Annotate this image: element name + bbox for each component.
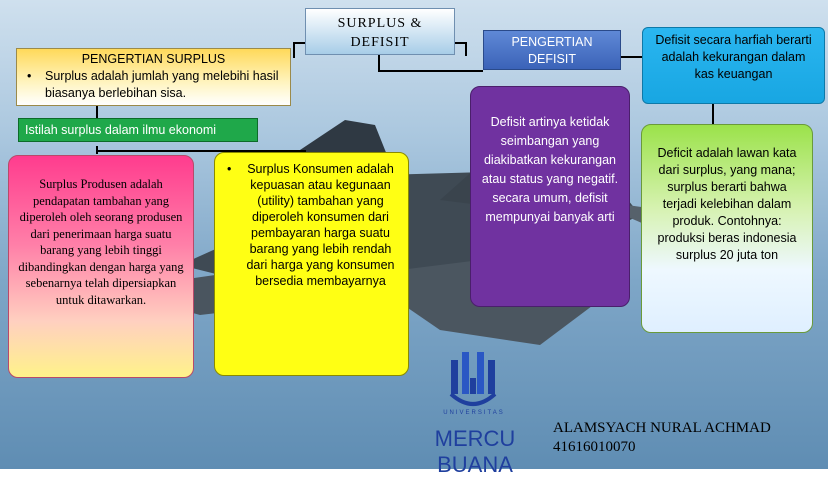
pengertian-surplus-box <box>16 48 291 106</box>
deficit-lawan-box <box>641 124 813 333</box>
connector-line <box>96 106 98 118</box>
author-name: ALAMSYACH NURAL ACHMAD <box>553 420 771 436</box>
bullet: • <box>27 69 32 83</box>
connector-line <box>712 104 714 124</box>
surplus-konsumen-text: Surplus Konsumen adalah kepuasan atau kegunaan (utility) tambahan yang diperoleh konsumen dari pembayaran harga suatu barang yang lebih rendah dari harga yang konsumen bersedia membayarnya <box>246 162 395 288</box>
connector-line <box>620 56 642 58</box>
defisit-harfiah-box <box>642 27 825 104</box>
title-line-1: SURPLUS & <box>337 16 423 31</box>
pengertian-defisit-box <box>483 30 621 70</box>
defisit-arti-box <box>470 86 630 307</box>
connector-line <box>378 54 380 71</box>
pengertian-surplus-text: Surplus adalah jumlah yang melebihi hasil biasanya berlebihan sisa. <box>45 69 279 100</box>
surplus-konsumen-box <box>214 152 409 376</box>
pengertian-surplus-header: PENGERTIAN SURPLUS <box>81 52 226 66</box>
defisit-harfiah-text: Defisit secara harfiah berarti adalah kekurangan dalam kas keuangan <box>655 33 812 81</box>
istilah-text: Istilah surplus dalam ilmu ekonomi <box>25 123 217 137</box>
title-line-2: DEFISIT <box>350 35 410 50</box>
deficit-lawan-text: Deficit adalah lawan kata dari surplus, yang mana; surplus berarti bahwa terjadi kelebihan dalam produk. Contohnya: produksi beras indonesia surplus 20 juta ton <box>657 146 797 262</box>
title-box <box>305 8 455 55</box>
connector-line <box>378 70 483 72</box>
connector-line <box>465 42 467 56</box>
defisit-arti-text: Defisit artinya ketidak seimbangan yang diakibatkan kekurangan atau status yang negatif. secara umum, defisit mempunyai banyak arti <box>481 115 619 224</box>
logo-big-text: MERCU BUANA <box>434 426 516 477</box>
pengertian-defisit-line-2: DEFISIT <box>528 52 576 66</box>
surplus-produsen-text: Surplus Produsen adalah pendapatan tambahan yang diperoleh oleh seorang produsen dari penerimaan harga suatu barang yang lebih tinggi dibandingkan dengan harga yang sebenarnya telah dipersiapkan untuk ditawarkan. <box>18 177 184 307</box>
author-id: 41616010070 <box>553 439 636 455</box>
pengertian-defisit-line-1: PENGERTIAN <box>511 35 593 49</box>
logo-small-text: UNIVERSITAS <box>443 410 505 416</box>
istilah-box <box>18 118 258 142</box>
bullet: • <box>227 162 232 176</box>
connector-line <box>293 42 295 58</box>
surplus-produsen-box <box>8 155 194 378</box>
